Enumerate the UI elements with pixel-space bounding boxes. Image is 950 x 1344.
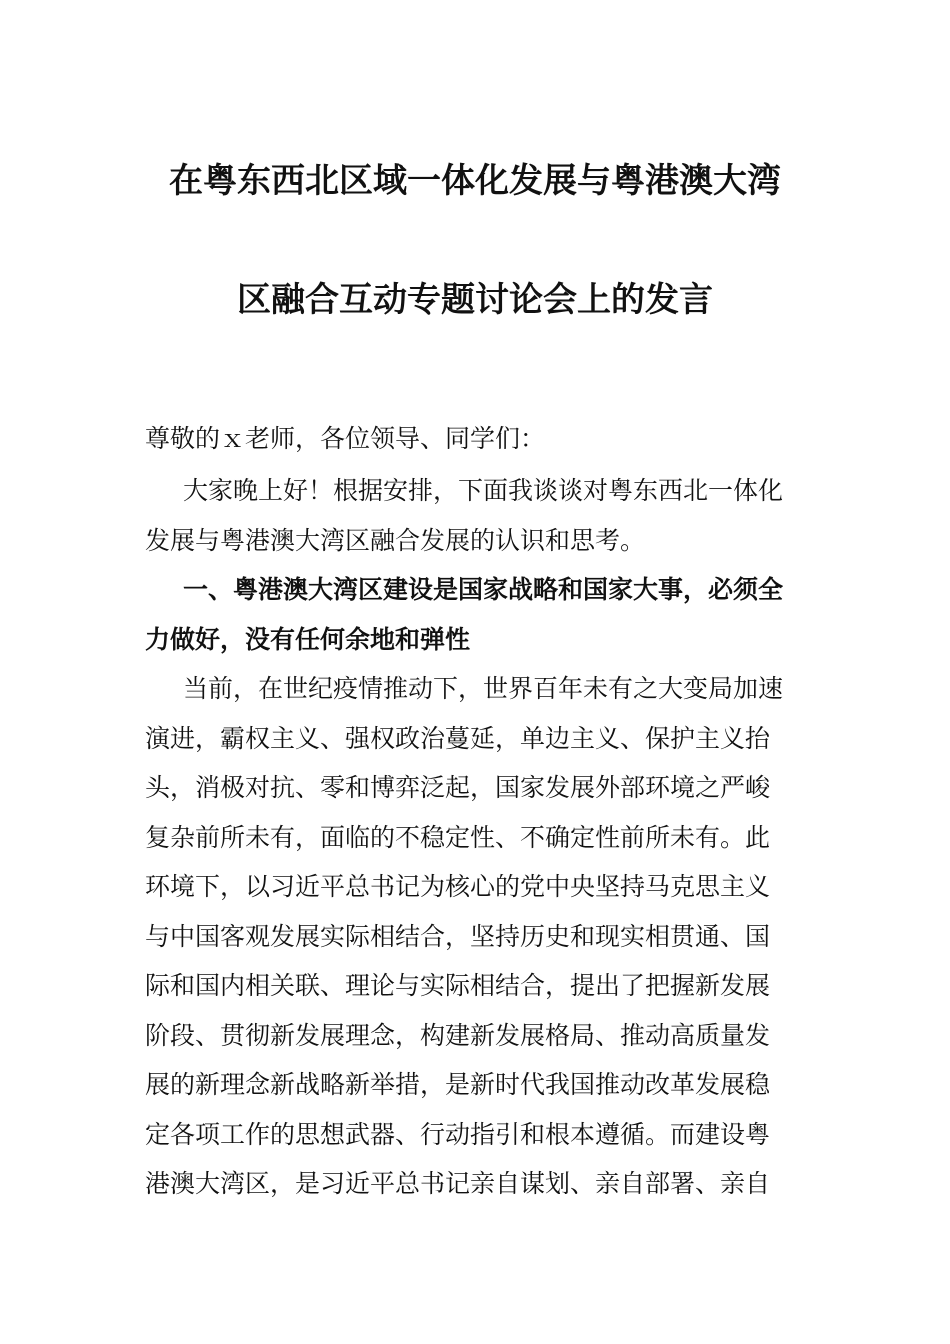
paragraph-line: 环境下，以习近平总书记为核心的党中央坚持马克思主义 — [145, 872, 771, 901]
paragraph-line: 当前，在世纪疫情推动下，世界百年未有之大变局加速 — [183, 674, 784, 703]
paragraph-line: 复杂前所未有，面临的不稳定性、不确定性前所未有。此 — [145, 822, 771, 852]
paragraph-line: 大家晚上好！根据安排，下面我谈谈对粤东西北一体化 — [183, 476, 784, 505]
document-title-line-2: 区融合互动专题讨论会上的发言 — [237, 280, 713, 320]
document-title-line-1: 在粤东西北区域一体化发展与粤港澳大湾 — [169, 161, 781, 201]
paragraph-line: 与中国客观发展实际相结合，坚持历史和现实相贯通、国 — [145, 921, 771, 951]
salutation: 尊敬的ｘ老师，各位领导、同学们： — [145, 424, 546, 453]
paragraph-line: 展的新理念新战略新举措，是新时代我国推动改革发展稳 — [145, 1070, 771, 1099]
paragraph-line: 发展与粤港澳大湾区融合发展的认识和思考。 — [145, 525, 646, 555]
section-heading-line: 一、粤港澳大湾区建设是国家战略和国家大事，必须全 — [183, 575, 784, 604]
paragraph-line: 港澳大湾区，是习近平总书记亲自谋划、亲自部署、亲自 — [145, 1169, 771, 1198]
paragraph-line: 头，消极对抗、零和博弈泛起，国家发展外部环境之严峻 — [145, 773, 771, 802]
paragraph-line: 定各项工作的思想武器、行动指引和根本遵循。而建设粤 — [145, 1119, 771, 1149]
paragraph-line: 际和国内相关联、理论与实际相结合，提出了把握新发展 — [145, 971, 771, 1000]
paragraph-line: 阶段、贯彻新发展理念，构建新发展格局、推动高质量发 — [145, 1020, 771, 1050]
section-heading-line: 力做好，没有任何余地和弹性 — [145, 624, 471, 654]
paragraph-greeting — [145, 466, 810, 1209]
paragraph-line: 演进，霸权主义、强权政治蔓延，单边主义、保护主义抬 — [145, 723, 771, 753]
